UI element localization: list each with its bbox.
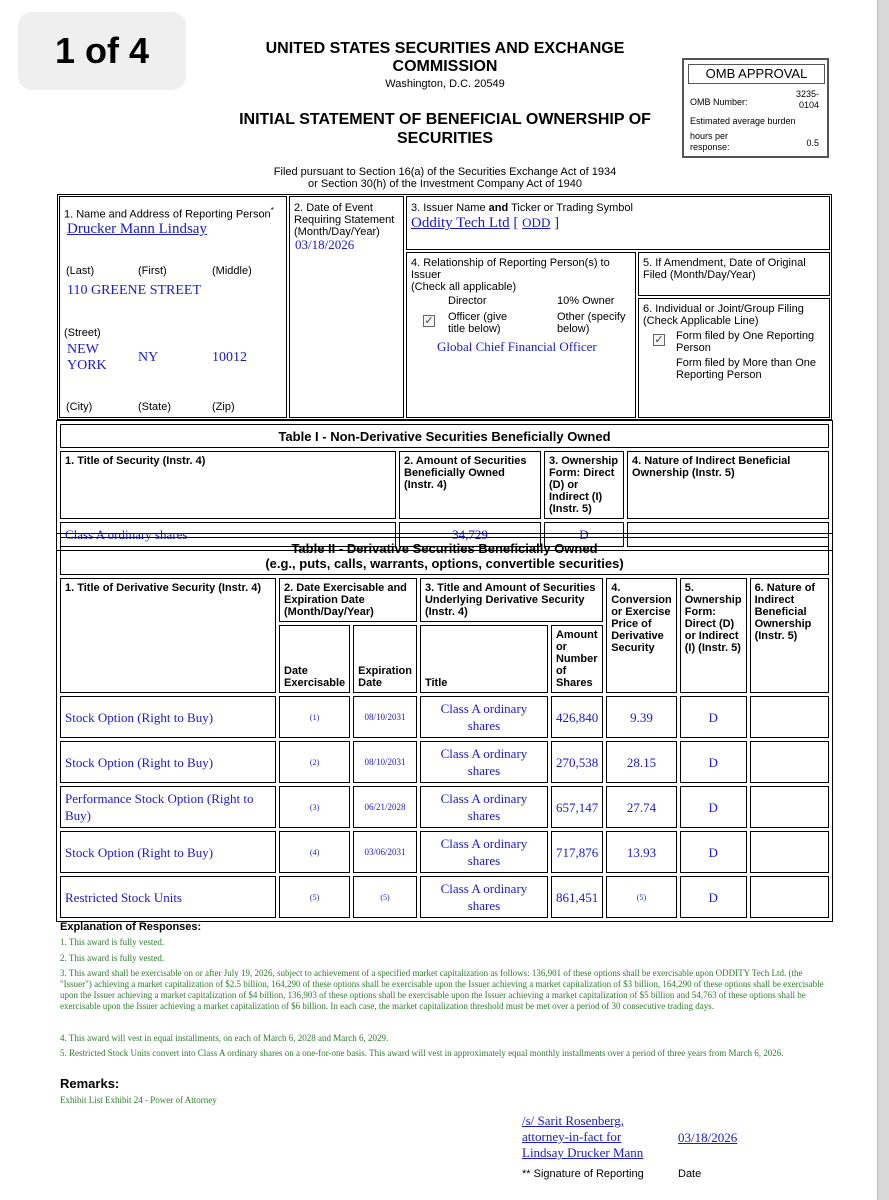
- signature-line-2: attorney-in-fact for: [522, 1129, 622, 1144]
- t2-underlying-title: Class A ordinary shares: [420, 876, 548, 918]
- t2-form: D: [680, 741, 747, 783]
- form-title: [215, 110, 675, 148]
- t2-form: D: [680, 786, 747, 828]
- signature-line-3: Lindsay Drucker Mann: [522, 1145, 644, 1160]
- box-1-label-text: 1. Name and Address of Reporting Person: [64, 208, 271, 221]
- signature-label: ** Signature of Reporting: [522, 1168, 644, 1180]
- t1-col-amount: 2. Amount of Securities Beneficially Owned (Instr. 4): [399, 451, 541, 519]
- table-row: [60, 876, 829, 918]
- t1-ownership-form: D: [544, 522, 624, 547]
- omb-number-part-2: 0104: [798, 100, 819, 110]
- t2-amount: 657,147: [551, 786, 603, 828]
- t2-col-price: 4. Conversion or Exercise Price of Derivative Security: [606, 578, 677, 693]
- box-1-label: [64, 205, 274, 221]
- t2-form: D: [680, 696, 747, 738]
- t1-col-title: 1. Title of Security (Instr. 4): [60, 451, 396, 519]
- t2-nature: [750, 831, 829, 873]
- first-label: (First): [138, 265, 167, 277]
- t1-col-form: 3. Ownership Form: Direct (D) or Indirect (I) (Instr. 5): [544, 451, 624, 519]
- other-label-line-2: below): [557, 323, 590, 335]
- box-4-label-line-1: 4. Relationship of Reporting Person(s) to: [411, 257, 610, 269]
- more-persons-label: [676, 357, 816, 381]
- box-5-amendment: [638, 252, 830, 296]
- city-value: [67, 342, 107, 374]
- t2-amount: 861,451: [551, 876, 603, 918]
- t2-underlying-title: Class A ordinary shares: [420, 831, 548, 873]
- omb-approval-box: [682, 58, 829, 158]
- t2-security: Stock Option (Right to Buy): [60, 696, 276, 738]
- box-4-label-line-2: Issuer: [411, 269, 441, 281]
- t2-amount: 426,840: [551, 696, 603, 738]
- t2-expiration: 08/10/2031: [353, 741, 417, 783]
- box-6-label-line-1: 6. Individual or Joint/Group Filing: [643, 303, 804, 315]
- signature-date: 03/18/2026: [678, 1130, 738, 1145]
- form-title-line-1: INITIAL STATEMENT OF BENEFICIAL OWNERSHIP OF: [239, 111, 651, 128]
- zip-value: 10012: [212, 350, 247, 365]
- t2-price: 27.74: [606, 786, 677, 828]
- box-4-label-line-3: (Check all applicable): [411, 281, 517, 293]
- box-1-asterisk: *: [270, 206, 274, 215]
- t2-exercisable: (1): [279, 696, 350, 738]
- box-4-relationship: [406, 252, 636, 418]
- t2-sub-title: Title: [420, 625, 548, 693]
- event-date-value: 03/18/2026: [295, 237, 355, 252]
- issuer-name-link[interactable]: Oddity Tech Ltd: [411, 215, 510, 231]
- last-label: (Last): [66, 265, 95, 277]
- table-row: [60, 696, 829, 738]
- t2-nature: [750, 876, 829, 918]
- omb-number-label: OMB Number:: [690, 97, 748, 107]
- t2-expiration: 03/06/2031: [353, 831, 417, 873]
- t2-price: 28.15: [606, 741, 677, 783]
- footnote-2: 2. This award is fully vested.: [60, 953, 165, 963]
- filed-line-1: Filed pursuant to Section 16(a) of the Securities Exchange Act of 1934: [273, 166, 617, 178]
- footnote-3: 3. This award shall be exercisable on or after July 19, 2026, subject to achievement of a specified market capitalization as follows: 136,901 of these options shall be exercisable upon ODDITY Tech Ltd. (the "Issuer") achieving a market capitalization of $2.5 billion, 164,290 of these options shall be exercisable upon the Issuer achieving a market capitalization of $3 billion, 164,290 of these options shall be exercisable upon the Issuer achieving a market capitalization of $4 billion, 136,903 of these options shall be exercisable upon the Issuer achieving a market capitalization of $5 billion and 54,763 of these options shall be exercisable upon the Issuer achieving a market capitalization of $6 billion. In each case, the market capitalization threshold must be met over a period of 30 consecutive trading days.: [60, 968, 824, 1011]
- ten-percent-owner-label: 10% Owner: [557, 295, 615, 307]
- box-1-reporting-person: [59, 196, 287, 418]
- officer-label-line-1: Officer (give: [448, 311, 508, 323]
- remarks-heading: Remarks:: [60, 1076, 120, 1091]
- box-6-label: [643, 303, 804, 327]
- page-counter-badge: 1 of 4: [18, 12, 186, 90]
- agency-name: [215, 40, 675, 76]
- omb-number-value: [796, 89, 819, 111]
- t2-security: Restricted Stock Units: [60, 876, 276, 918]
- t2-price: 9.39: [606, 696, 677, 738]
- t1-security-title: Class A ordinary shares: [60, 522, 396, 547]
- box-3-issuer: [406, 196, 830, 250]
- box-2-label-line-1: 2. Date of Event: [294, 202, 373, 214]
- box-5-label-line-2: Filed (Month/Day/Year): [643, 269, 756, 281]
- director-label: Director: [448, 295, 487, 307]
- state-value: NY: [138, 350, 159, 365]
- t2-amount: 270,538: [551, 741, 603, 783]
- officer-title-value: Global Chief Financial Officer: [437, 339, 597, 354]
- one-person-line-2: Person: [676, 342, 711, 354]
- middle-label: (Middle): [212, 265, 252, 277]
- reporting-person-name-link[interactable]: Drucker Mann Lindsay: [67, 221, 207, 237]
- footnote-1: 1. This award is fully vested.: [60, 937, 165, 947]
- remarks-text: Exhibit List Exhibit 24 - Power of Attorney: [60, 1095, 217, 1105]
- agency-line-2: COMMISSION: [392, 58, 498, 75]
- city-line-1: NEW: [67, 342, 99, 357]
- omb-hours-label: [690, 131, 730, 153]
- box-3-label-and: and: [488, 202, 509, 214]
- t2-nature: [750, 696, 829, 738]
- city-line-2: YORK: [67, 358, 107, 373]
- t2-form: D: [680, 831, 747, 873]
- form-title-line-2: SECURITIES: [396, 130, 493, 147]
- t2-nature: [750, 786, 829, 828]
- bracket-open: [: [513, 215, 519, 231]
- t2-col-dates: 2. Date Exercisable and Expiration Date (Month/Day/Year): [279, 578, 417, 622]
- issuer-line: [411, 215, 559, 231]
- state-label: (State): [138, 401, 172, 413]
- scrollbar-track[interactable]: [877, 0, 889, 1200]
- t2-col-nature: 6. Nature of Indirect Beneficial Ownership (Instr. 5): [750, 578, 829, 693]
- table-row: [60, 786, 829, 828]
- t2-amount: 717,876: [551, 831, 603, 873]
- officer-label-line-2: title below): [448, 323, 501, 335]
- t2-expiration: (5): [353, 876, 417, 918]
- street-label: (Street): [64, 327, 101, 339]
- other-label: [557, 311, 625, 335]
- t2-underlying-title: Class A ordinary shares: [420, 786, 548, 828]
- t1-col-nature: 4. Nature of Indirect Beneficial Ownership (Instr. 5): [627, 451, 829, 519]
- box-6-label-line-2: (Check Applicable Line): [643, 315, 759, 327]
- table-row: [60, 831, 829, 873]
- t2-col-security: 1. Title of Derivative Security (Instr. 4): [60, 578, 276, 693]
- city-label: (City): [66, 401, 93, 413]
- ticker-link[interactable]: ODD: [522, 215, 551, 230]
- omb-burden-label: Estimated average burden: [690, 116, 796, 126]
- t1-amount: 34,729: [399, 522, 541, 547]
- box-4-label: [411, 257, 631, 293]
- footnote-5: 5. Restricted Stock Units convert into Class A ordinary shares on a one-for-one basis. This award will vest in approximately equal monthly installments over a period of three years from March 6, 2026.: [60, 1048, 784, 1058]
- box-2-label: [294, 202, 402, 238]
- zip-label: (Zip): [212, 401, 235, 413]
- box-5-label-line-1: 5. If Amendment, Date of Original: [643, 257, 806, 269]
- table-2-title: [60, 537, 829, 575]
- explanation-heading: Explanation of Responses:: [60, 921, 202, 933]
- t2-sub-date-exercisable: Date Exercisable: [279, 625, 350, 693]
- table-1-non-derivative: [56, 420, 833, 551]
- bracket-close: ]: [554, 215, 560, 231]
- agency-city: Washington, D.C. 20549: [385, 78, 505, 90]
- box-2-event-date: [289, 196, 404, 418]
- box-2-label-line-3: (Month/Day/Year): [294, 226, 380, 238]
- omb-hours-value: 0.5: [806, 138, 819, 148]
- more-persons-line-1: Form filed by More than One: [676, 357, 817, 369]
- one-person-checkbox[interactable]: ✓: [654, 334, 664, 346]
- table-2-title-line-1: Table II - Derivative Securities Beneficially Owned: [291, 541, 598, 556]
- officer-label: [448, 311, 507, 335]
- t2-underlying-title: Class A ordinary shares: [420, 696, 548, 738]
- t2-col-form: 5. Ownership Form: Direct (D) or Indirect (I) (Instr. 5): [680, 578, 747, 693]
- t2-exercisable: (4): [279, 831, 350, 873]
- t2-form: D: [680, 876, 747, 918]
- t2-security: Performance Stock Option (Right to Buy): [60, 786, 276, 828]
- box-3-label-pre: 3. Issuer Name: [411, 202, 486, 214]
- signature-line-1: /s/ Sarit Rosenberg,: [522, 1113, 624, 1128]
- omb-title: OMB APPROVAL: [688, 64, 825, 84]
- table-1-title: Table I - Non-Derivative Securities Beneficially Owned: [60, 424, 829, 448]
- box-6-filing-type: [638, 298, 830, 418]
- filed-pursuant-note: [200, 166, 690, 190]
- t2-sub-expiration: Expiration Date: [353, 625, 417, 693]
- date-label: Date: [678, 1168, 702, 1180]
- omb-number-part-1: 3235-: [795, 89, 819, 99]
- t2-exercisable: (2): [279, 741, 350, 783]
- agency-line-1: UNITED STATES SECURITIES AND EXCHANGE: [265, 40, 625, 57]
- omb-hours-line-1: hours per: [690, 131, 729, 141]
- table-2-derivative: [56, 533, 833, 922]
- t2-price: 13.93: [606, 831, 677, 873]
- omb-hours-line-2: response:: [690, 142, 730, 152]
- t2-underlying-title: Class A ordinary shares: [420, 741, 548, 783]
- t2-price: (5): [606, 876, 677, 918]
- more-persons-line-2: Reporting Person: [676, 369, 762, 381]
- t2-exercisable: (3): [279, 786, 350, 828]
- t2-security: Stock Option (Right to Buy): [60, 741, 276, 783]
- box-5-label: [643, 257, 806, 281]
- footnote-4: 4. This award will vest in equal installments, on each of March 6, 2028 and March 6, 2029.: [60, 1033, 389, 1043]
- t2-expiration: 06/21/2028: [353, 786, 417, 828]
- box-3-label: [411, 202, 633, 214]
- signature-block: [522, 1113, 643, 1161]
- t2-security: Stock Option (Right to Buy): [60, 831, 276, 873]
- t2-expiration: 08/10/2031: [353, 696, 417, 738]
- other-label-line-1: Other (specify: [557, 311, 626, 323]
- filed-line-2: or Section 30(h) of the Investment Company Act of 1940: [308, 178, 582, 190]
- table-2-title-line-2: (e.g., puts, calls, warrants, options, convertible securities): [265, 556, 624, 571]
- one-person-line-1: Form filed by One Reporting: [676, 330, 815, 342]
- box-2-label-line-2: Requiring Statement: [294, 214, 395, 226]
- t2-nature: [750, 741, 829, 783]
- t2-col-underlying: 3. Title and Amount of Securities Underlying Derivative Security (Instr. 4): [420, 578, 603, 622]
- one-person-label: [676, 330, 814, 354]
- officer-checkbox[interactable]: ✓: [424, 315, 434, 327]
- street-address: 110 GREENE STREET: [67, 283, 202, 298]
- t2-exercisable: (5): [279, 876, 350, 918]
- table-row: [60, 741, 829, 783]
- t2-sub-amount: Amount or Number of Shares: [551, 625, 603, 693]
- box-3-label-post: Ticker or Trading Symbol: [511, 202, 633, 214]
